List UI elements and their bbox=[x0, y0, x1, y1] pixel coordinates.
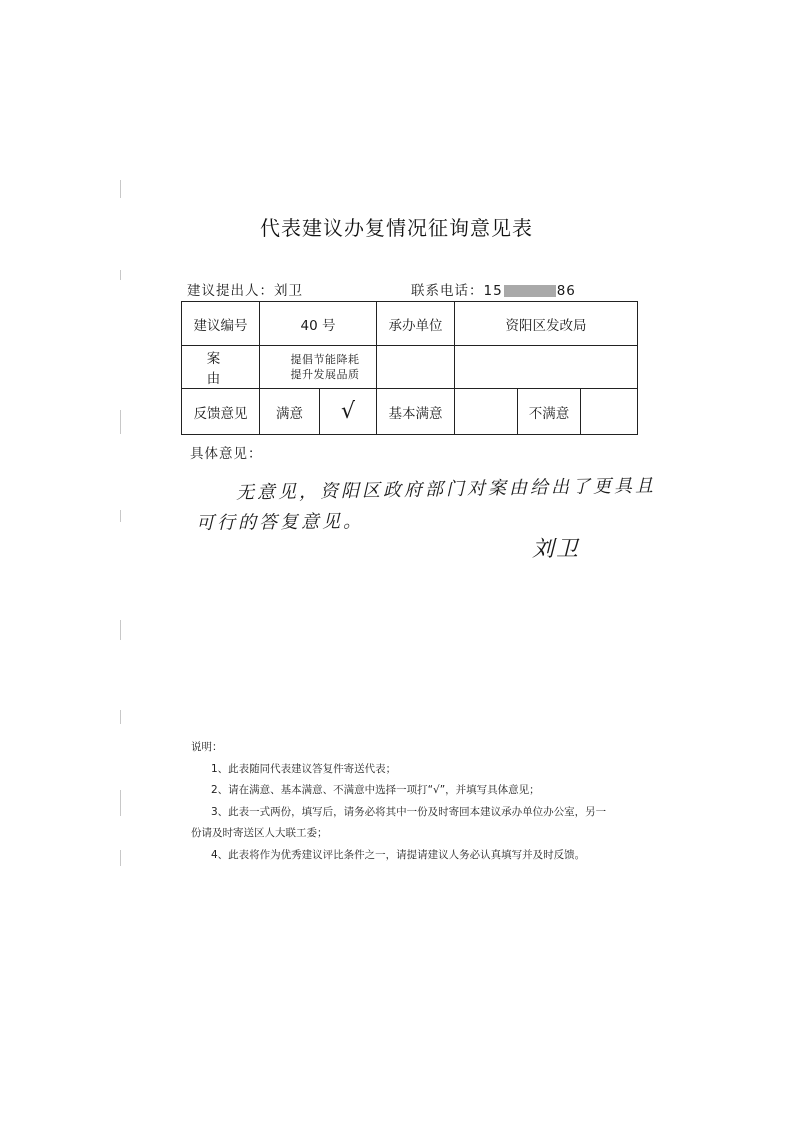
note-item: 2、请在满意、基本满意、不满意中选择一项打“√”，并填写具体意见； bbox=[210, 784, 540, 796]
proposer-field: 建议提出人：刘卫 bbox=[187, 283, 303, 299]
feedback-label-cell: 反馈意见 bbox=[182, 389, 260, 435]
empty-cell bbox=[377, 346, 455, 389]
detail-label: 具体意见： bbox=[190, 446, 263, 462]
notes-section bbox=[191, 737, 611, 866]
table-row bbox=[182, 389, 638, 435]
phone-redaction bbox=[504, 285, 556, 297]
note-item: 3、此表一式两份，填写后，请务必将其中一份及时寄回本建议承办单位办公室，另一份请及时寄送区人大联工委； bbox=[191, 805, 607, 839]
satisfied-label-cell: 满意 bbox=[260, 389, 320, 435]
unit-value-cell: 资阳区发改局 bbox=[455, 302, 638, 346]
cause-label-cell: 案 由 bbox=[182, 346, 260, 389]
number-value-cell: 40 号 bbox=[260, 302, 377, 346]
info-table bbox=[181, 301, 638, 435]
signature: 刘卫 bbox=[532, 537, 581, 562]
checkmark-icon: √ bbox=[340, 399, 356, 424]
basic-label-cell: 基本满意 bbox=[377, 389, 455, 435]
note-item: 1、此表随同代表建议答复件寄送代表； bbox=[210, 762, 397, 775]
unsatisfied-label-cell: 不满意 bbox=[518, 389, 581, 435]
table-row bbox=[182, 346, 638, 389]
basic-check-cell bbox=[455, 389, 518, 435]
scan-edge-marks bbox=[116, 150, 130, 910]
number-label-cell: 建议编号 bbox=[182, 302, 260, 346]
phone-field bbox=[411, 279, 576, 299]
handwritten-opinion-line-2: 可行的答复意见。 bbox=[195, 511, 365, 534]
unit-label-cell: 承办单位 bbox=[377, 302, 455, 346]
cause-line-1: 提倡节能降耗 bbox=[290, 353, 360, 366]
handwritten-opinion-line-1: 无意见，资阳区政府部门对案由给出了更具且 bbox=[235, 475, 657, 504]
cause-value-cell bbox=[260, 346, 377, 389]
note-item: 4、此表将作为优秀建议评比条件之一，请提请建议人务必认真填写并及时反馈。 bbox=[210, 848, 586, 861]
phone-start: 15 bbox=[483, 283, 503, 299]
table-row bbox=[182, 302, 638, 346]
empty-cell bbox=[455, 346, 638, 389]
notes-heading: 说明： bbox=[191, 741, 223, 753]
phone-label: 联系电话： bbox=[411, 283, 484, 299]
cause-line-2: 提升发展品质 bbox=[290, 368, 360, 381]
phone-end: 86 bbox=[556, 283, 576, 299]
document-title: 代表建议办复情况征询意见表 bbox=[260, 216, 533, 240]
satisfied-check-cell bbox=[320, 389, 377, 435]
unsatisfied-check-cell bbox=[581, 389, 638, 435]
